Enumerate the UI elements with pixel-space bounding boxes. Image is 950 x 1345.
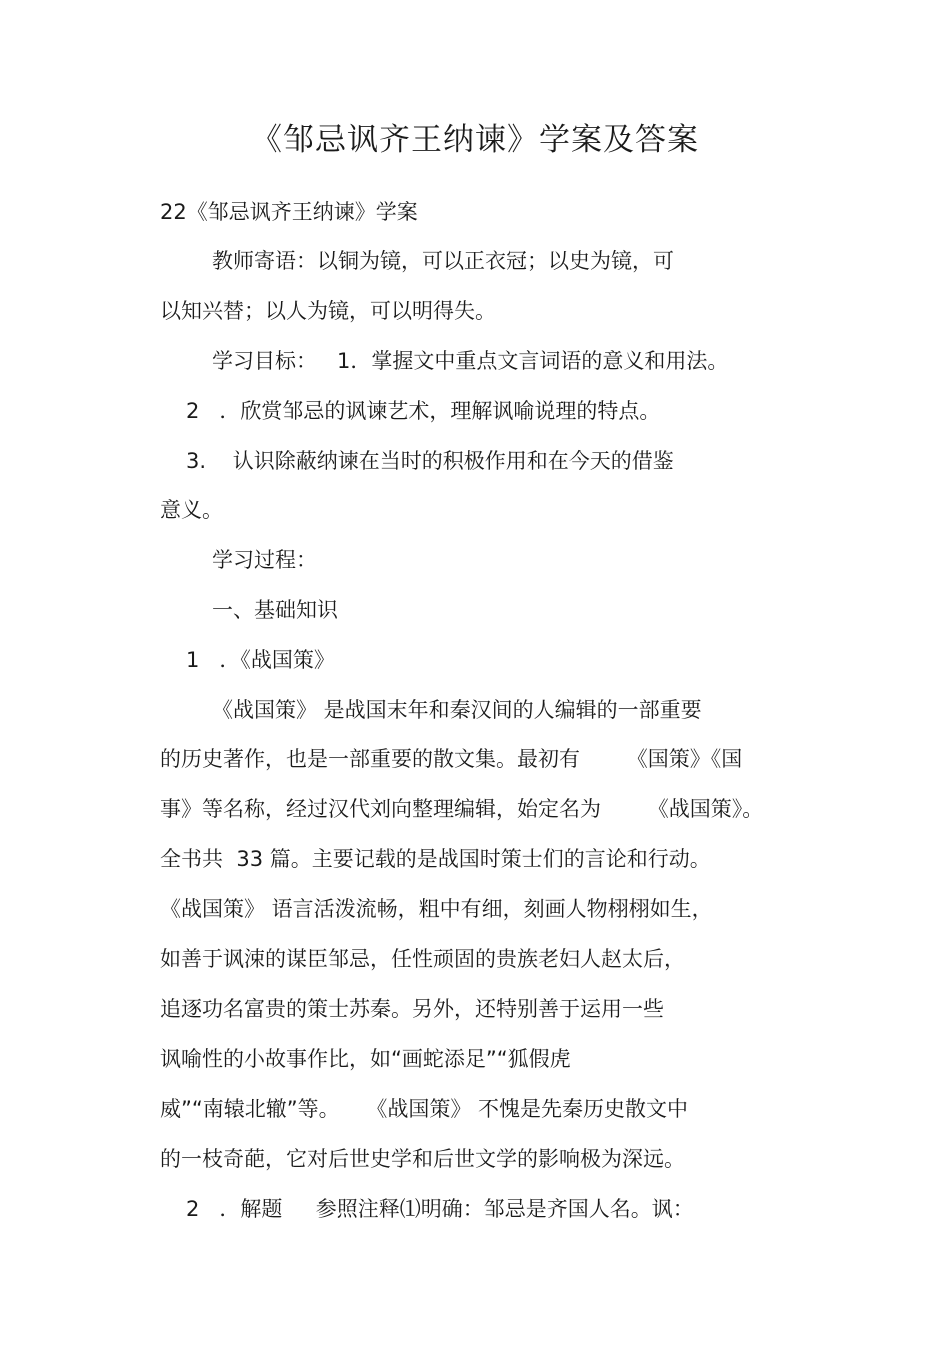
text-line-section-heading: 22《邹忌讽齐王纳谏》学案 [160,200,418,224]
text-line-goal-3-cont: 意义。 [160,498,223,522]
text-line-paragraph: 事》等名称，经过汉代刘向整理编辑，始定名为 《战国策》。 [160,797,764,821]
text-line-goal-3: 3. 认识除蔽纳谏在当时的积极作用和在今天的借鉴 [186,449,674,473]
text-line-paragraph: 《战国策》 语言活泼流畅，粗中有细，刻画人物栩栩如生， [160,897,713,921]
text-line-basics-heading: 一、基础知识 [212,598,338,622]
text-line-paragraph: 的历史著作，也是一部重要的散文集。最初有 《国策》《国 [160,747,743,771]
text-line-paragraph: 讽喻性的小故事作比，如“画蛇添足”“狐假虎 [160,1047,571,1071]
text-line-teacher-message: 教师寄语：以铜为镜，可以正衣冠；以史为镜，可 [212,249,674,273]
text-line-item-1: 1 ．《战国策》 [186,648,335,672]
page-title: 《邹忌讽齐王纳谏》学案及答案 [251,122,699,158]
text-line-paragraph: 全书共 33 篇。主要记载的是战国时策士们的言论和行动。 [160,847,711,871]
text-line-paragraph: 追逐功名富贵的策士苏秦。另外，还特别善于运用一些 [160,997,664,1021]
text-line-paragraph: 的一枝奇葩，它对后世史学和后世文学的影响极为深远。 [160,1147,685,1171]
text-line-teacher-message-cont: 以知兴替；以人为镜，可以明得失。 [160,299,496,323]
text-line-paragraph: 如善于讽涑的谋臣邹忌，任性顽固的贵族老妇人赵太后， [160,947,685,971]
text-line-process-heading: 学习过程： [212,548,317,572]
text-line-paragraph: 《战国策》 是战国末年和秦汉间的人编辑的一部重要 [212,698,702,722]
text-line-item-2: 2 ．解题 参照注释⑴明确：邹忌是齐国人名。讽： [186,1197,694,1221]
text-line-goal-1: 学习目标： 1．掌握文中重点文言词语的意义和用法。 [212,349,729,373]
text-line-paragraph: 威”“南辕北辙”等。 《战国策》 不愧是先秦历史散文中 [160,1097,689,1121]
text-line-goal-2: 2 ．欣赏邹忌的讽谏艺术，理解讽喻说理的特点。 [186,399,661,423]
